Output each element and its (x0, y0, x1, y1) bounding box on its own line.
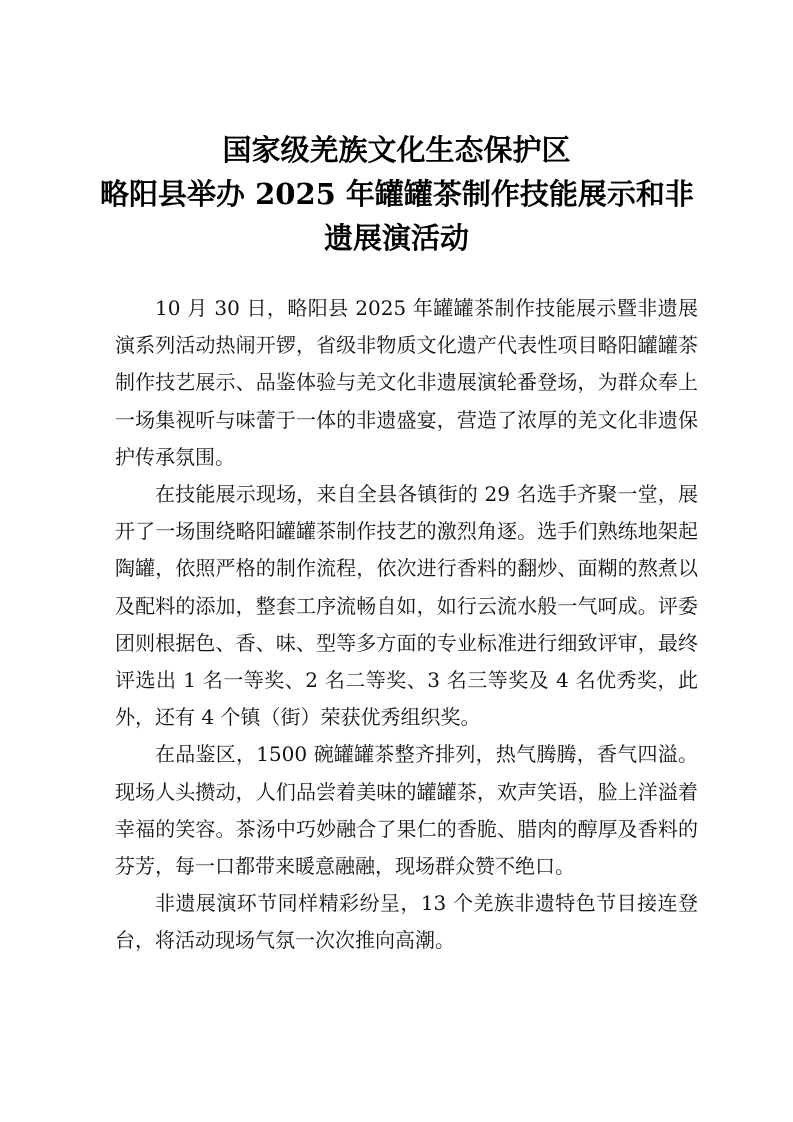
document-title (100, 128, 693, 260)
title-line-3: 遗展演活动 (323, 221, 469, 255)
paragraph-3: 在品鉴区，1500 碗罐罐茶整齐排列，热气腾腾，香气四溢。现场人头攒动，人们品尝着美味的罐罐茶，欢声笑语，脸上洋溢着幸福的笑容。茶汤中巧妙融合了果仁的香脆、腊肉的醇厚及香料的芬芳，每一口都带来暖意融融，现场群众赞不绝口。 (115, 742, 698, 879)
document-body (115, 290, 698, 960)
title-line-1: 国家级羌族文化生态保护区 (222, 133, 571, 167)
paragraph-1: 10 月 30 日，略阳县 2025 年罐罐茶制作技能展示暨非遗展演系列活动热闹开锣，省级非物质文化遗产代表性项目略阳罐罐茶制作技艺展示、品鉴体验与羌文化非遗展演轮番登场，为群众奉上一场集视听与味蕾于一体的非遗盛宴，营造了浓厚的羌文化非遗保护传承氛围。 (115, 296, 698, 469)
paragraph-2: 在技能展示现场，来自全县各镇街的 29 名选手齐聚一堂，展开了一场围绕略阳罐罐茶制作技艺的激烈角逐。选手们熟练地架起陶罐，依照严格的制作流程，依次进行香料的翻炒、面糊的熬煮以及配料的添加，整套工序流畅自如，如行云流水般一气呵成。评委团则根据色、香、味、型等多方面的专业标准进行细致评审，最终评选出 1 名一等奖、2 名二等奖、3 名三等奖及 4 名优秀奖，此外，还有 4 个镇（街）荣获优秀组织奖。 (115, 482, 698, 730)
paragraph-4: 非遗展演环节同样精彩纷呈，13 个羌族非遗特色节目接连登台，将活动现场气氛一次次推向高潮。 (115, 891, 698, 953)
title-line-2: 略阳县举办 2025 年罐罐茶制作技能展示和非 (100, 177, 694, 211)
